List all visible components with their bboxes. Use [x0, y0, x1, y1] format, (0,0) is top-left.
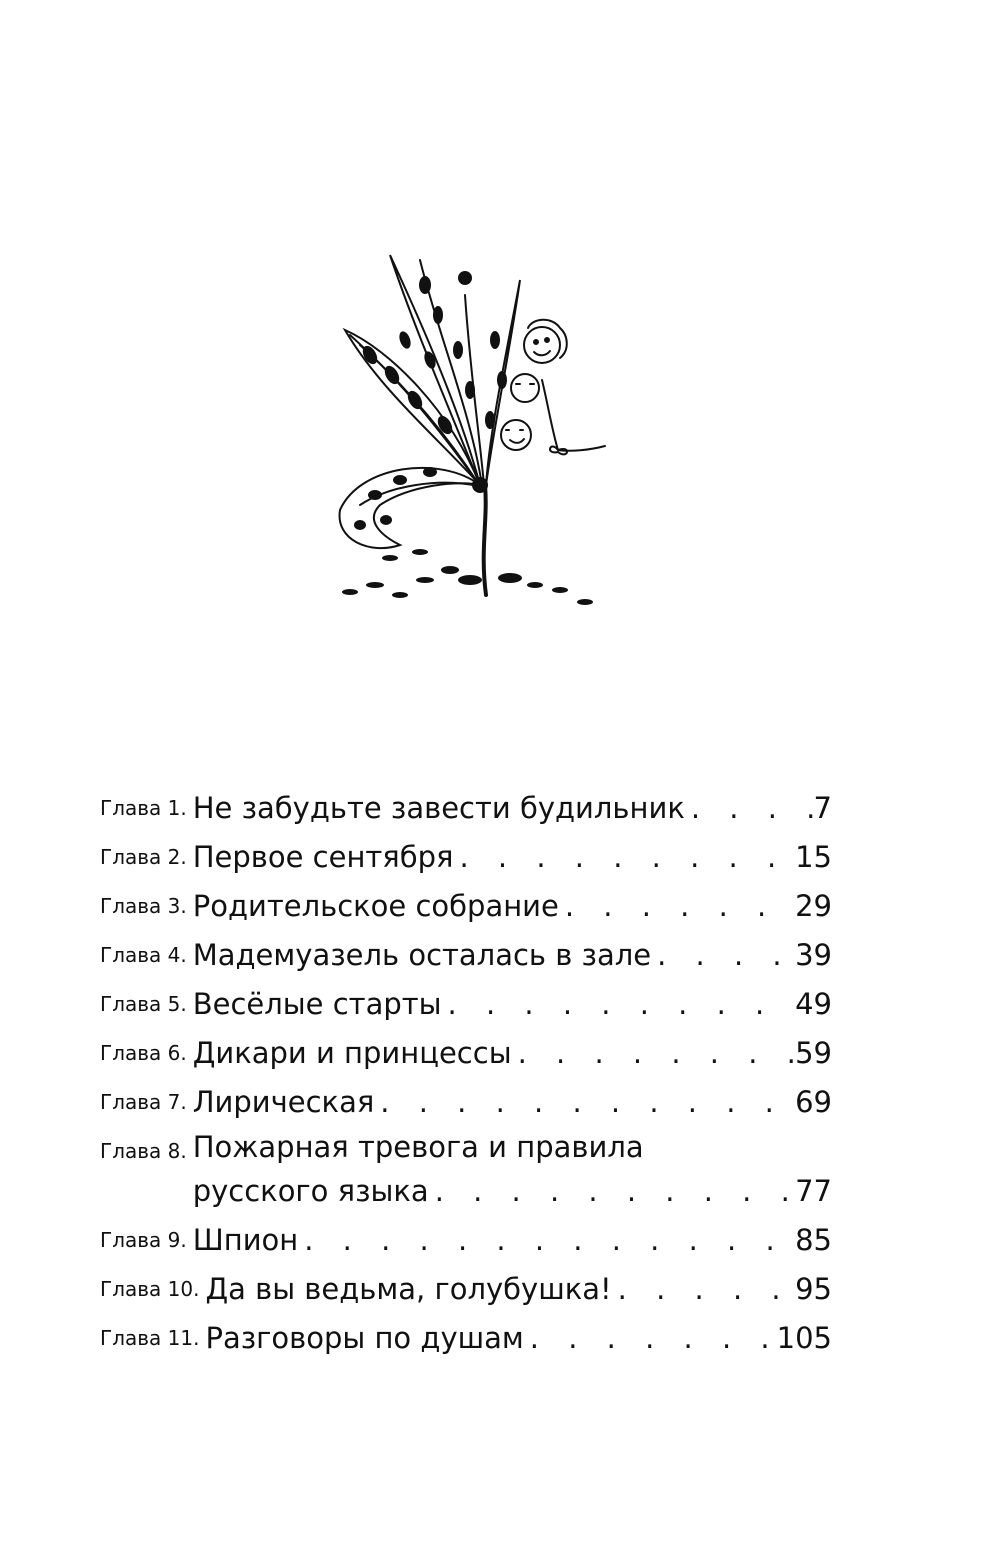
chapter-number: Глава 5. — [100, 992, 187, 1016]
table-of-contents — [100, 784, 832, 1363]
chapter-number: Глава 6. — [100, 1041, 187, 1065]
page-number: 15 — [795, 840, 832, 874]
page-number: 77 — [795, 1174, 832, 1208]
chapter-number: Глава 3. — [100, 894, 187, 918]
dot-leader — [298, 1216, 795, 1265]
dot-leader — [612, 1265, 795, 1314]
chapter-number: Глава 11. — [100, 1326, 200, 1350]
chapter-number: Глава 1. — [100, 796, 187, 820]
chapter-number: Глава 8. — [100, 1139, 187, 1163]
chapter-number: Глава 7. — [100, 1090, 187, 1114]
toc-entry-body — [193, 833, 832, 882]
page-number: 29 — [795, 889, 832, 923]
chapter-title: русского языка — [192, 1174, 429, 1208]
page-number: 85 — [795, 1223, 832, 1257]
chapter-title: Да вы ведьма, голубушка! — [205, 1272, 612, 1306]
page-number: 69 — [795, 1085, 832, 1119]
toc-entry[interactable] — [100, 833, 832, 882]
dot-leader — [524, 1314, 777, 1363]
toc-entry[interactable] — [100, 931, 832, 980]
dot-leader — [559, 882, 795, 931]
chapter-title: Родительское собрание — [192, 889, 559, 923]
toc-entry-body — [193, 784, 832, 833]
page-number: 59 — [795, 1036, 832, 1070]
chapter-title: Не забудьте завести будильник — [192, 791, 685, 825]
toc-entry[interactable] — [100, 980, 832, 1029]
chapter-title: Разговоры по душам — [205, 1321, 524, 1355]
toc-entry[interactable] — [100, 1029, 832, 1078]
dot-leader — [651, 931, 795, 980]
chapter-number: Глава 4. — [100, 943, 187, 967]
toc-entry-body — [205, 1314, 832, 1363]
chapter-number: Глава 10. — [100, 1277, 200, 1301]
chapter-title: Первое сентября — [192, 840, 454, 874]
chapter-title: Мадемуазель осталась в зале — [192, 938, 652, 972]
page-number: 39 — [795, 938, 832, 972]
toc-entry[interactable] — [100, 1314, 832, 1363]
toc-entry[interactable] — [100, 1265, 832, 1314]
dot-leader — [442, 980, 796, 1029]
toc-entry-body — [193, 882, 832, 931]
chapter-number: Глава 9. — [100, 1228, 187, 1252]
toc-entry-body — [193, 1127, 832, 1216]
page-number: 49 — [795, 987, 832, 1021]
page-number: 95 — [795, 1272, 832, 1306]
toc-entry-body — [205, 1265, 832, 1314]
toc-entry[interactable] — [100, 1078, 832, 1127]
chapter-title-line1: Пожарная тревога и правила — [192, 1130, 644, 1164]
page-number: 7 — [813, 791, 832, 825]
toc-entry[interactable] — [100, 1127, 832, 1216]
dot-leader — [429, 1167, 795, 1216]
toc-entry[interactable] — [100, 784, 832, 833]
toc-entry-body — [193, 1029, 832, 1078]
chapter-number: Глава 2. — [100, 845, 187, 869]
dot-leader — [685, 784, 814, 833]
page-number: 105 — [776, 1321, 832, 1355]
dot-leader — [512, 1029, 796, 1078]
toc-entry-body — [193, 980, 832, 1029]
toc-entry-body — [193, 1216, 832, 1265]
toc-entry[interactable] — [100, 882, 832, 931]
toc-entry[interactable] — [100, 1216, 832, 1265]
chapter-title: Дикари и принцессы — [192, 1036, 512, 1070]
dot-leader — [454, 833, 796, 882]
dot-leader — [374, 1078, 795, 1127]
toc-entry-body — [193, 931, 832, 980]
chapter-title: Лирическая — [192, 1085, 375, 1119]
chapter-title: Весёлые старты — [192, 987, 442, 1021]
toc-entry-body — [193, 1078, 832, 1127]
flower-illustration-icon — [320, 240, 630, 620]
chapter-title: Шпион — [192, 1223, 299, 1257]
